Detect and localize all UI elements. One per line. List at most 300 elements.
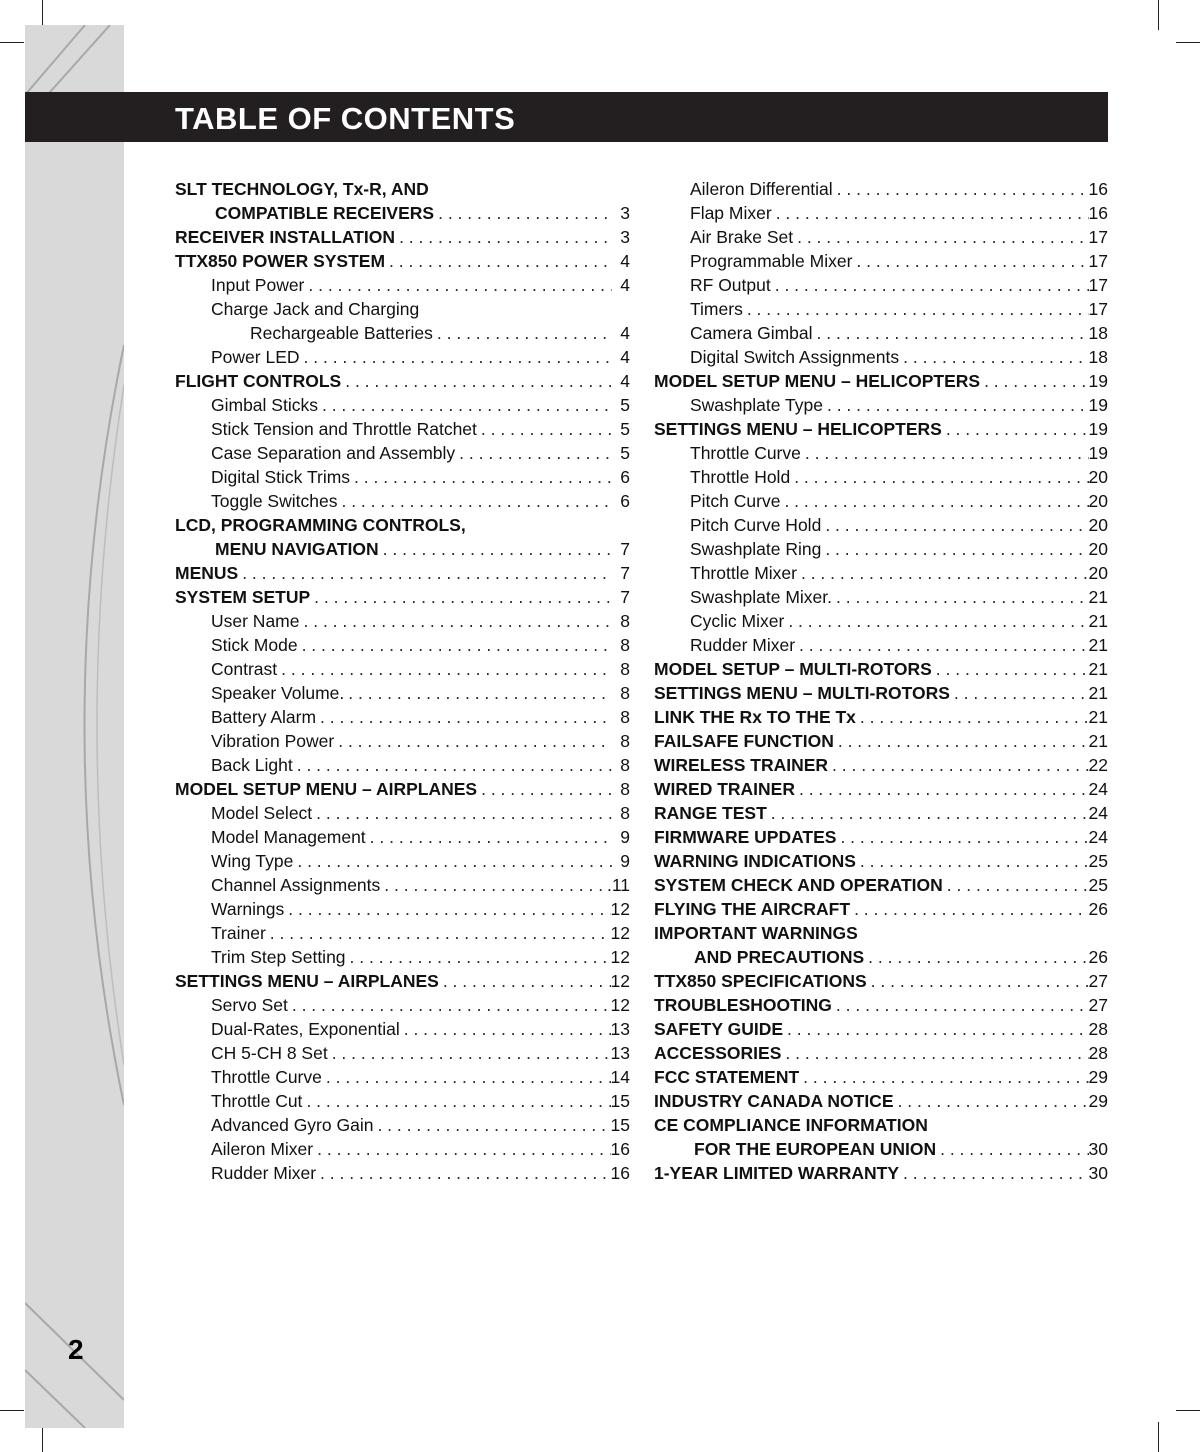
toc-leader-dots xyxy=(284,897,610,921)
sidebar-decoration xyxy=(25,25,124,1428)
crop-mark xyxy=(1176,42,1200,43)
toc-entry-page: 24 xyxy=(1088,827,1108,847)
toc-entry[interactable] xyxy=(654,609,1108,633)
toc-entry-page: 20 xyxy=(1088,539,1108,559)
toc-entry[interactable] xyxy=(175,993,630,1017)
toc-entry[interactable] xyxy=(175,369,630,393)
toc-entry[interactable] xyxy=(654,729,1108,753)
toc-entry[interactable] xyxy=(654,873,1108,897)
toc-entry-page: 29 xyxy=(1088,1091,1108,1111)
toc-entry-page: 17 xyxy=(1088,299,1108,319)
toc-leader-dots xyxy=(373,1113,610,1137)
toc-entry-page: 15 xyxy=(610,1115,630,1135)
toc-leader-dots xyxy=(867,969,1089,993)
toc-entry-title: Channel Assignments xyxy=(211,875,381,895)
toc-entry-page: 6 xyxy=(620,467,630,487)
toc-entry-title: SETTINGS MENU – AIRPLANES xyxy=(175,971,439,991)
toc-entry-page: 16 xyxy=(1088,179,1108,199)
toc-entry[interactable] xyxy=(175,921,630,945)
toc-entry-page: 21 xyxy=(1088,659,1108,679)
page-title: TABLE OF CONTENTS xyxy=(175,101,516,136)
toc-leader-dots xyxy=(856,705,1089,729)
toc-leader-dots xyxy=(795,777,1089,801)
toc-entry[interactable] xyxy=(175,537,630,561)
toc-entry-title: FIRMWARE UPDATES xyxy=(654,827,837,847)
toc-leader-dots xyxy=(337,489,612,513)
toc-leader-dots xyxy=(293,849,612,873)
toc-entry-title: Rudder Mixer xyxy=(690,635,796,655)
toc-entry-page: 18 xyxy=(1088,323,1108,343)
toc-entry-page: 28 xyxy=(1088,1019,1108,1039)
toc-entry-page: 26 xyxy=(1088,947,1108,967)
toc-entry-title: Advanced Gyro Gain xyxy=(211,1115,374,1135)
toc-entry[interactable] xyxy=(654,1137,1108,1161)
toc-entry-title: SYSTEM SETUP xyxy=(175,587,311,607)
toc-entry-title: IMPORTANT WARNINGS xyxy=(654,923,858,943)
toc-entry-title: Wing Type xyxy=(211,851,294,871)
toc-entry-title: WIRELESS TRAINER xyxy=(654,755,829,775)
toc-entry-page: 19 xyxy=(1088,443,1108,463)
toc-leader-dots xyxy=(823,393,1089,417)
toc-entry[interactable] xyxy=(654,441,1108,465)
toc-entry[interactable] xyxy=(654,273,1108,297)
toc-entry-title: SETTINGS MENU – HELICOPTERS xyxy=(654,419,942,439)
toc-entry-page: 30 xyxy=(1088,1139,1108,1159)
toc-entry[interactable] xyxy=(175,393,630,417)
toc-entry[interactable] xyxy=(175,945,630,969)
toc-leader-dots xyxy=(899,1161,1089,1185)
toc-leader-dots xyxy=(380,873,607,897)
toc-entry[interactable] xyxy=(175,729,630,753)
toc-entry[interactable] xyxy=(654,1017,1108,1041)
toc-leader-dots xyxy=(385,249,612,273)
toc-leader-dots xyxy=(856,849,1089,873)
toc-entry-title: RANGE TEST xyxy=(654,803,767,823)
toc-entry[interactable] xyxy=(654,585,1108,609)
crop-mark xyxy=(0,1410,24,1411)
toc-entry-page: 13 xyxy=(610,1043,630,1063)
toc-entry[interactable] xyxy=(654,897,1108,921)
toc-entry-page: 5 xyxy=(620,395,630,415)
toc-entry-title: FOR THE EUROPEAN UNION xyxy=(694,1139,937,1159)
toc-entry-page: 17 xyxy=(1088,275,1108,295)
toc-entry[interactable] xyxy=(654,321,1108,345)
toc-entry[interactable] xyxy=(175,969,630,993)
toc-entry-title: Aileron Mixer xyxy=(211,1139,314,1159)
toc-entry-title: SETTINGS MENU – MULTI-ROTORS xyxy=(654,683,950,703)
toc-entry[interactable] xyxy=(654,825,1108,849)
toc-entry-page: 8 xyxy=(620,803,630,823)
toc-leader-dots xyxy=(439,969,611,993)
toc-entry[interactable] xyxy=(654,849,1108,873)
toc-entry-title: FCC STATEMENT xyxy=(654,1067,800,1087)
toc-entry-page: 15 xyxy=(610,1091,630,1111)
toc-leader-dots xyxy=(400,1017,611,1041)
toc-entry-page: 7 xyxy=(620,587,630,607)
toc-entry[interactable] xyxy=(175,225,630,249)
toc-entry[interactable] xyxy=(654,561,1108,585)
toc-entry-title: FLIGHT CONTROLS xyxy=(175,371,342,391)
toc-entry-page: 21 xyxy=(1088,731,1108,751)
toc-entry-page: 4 xyxy=(620,275,630,295)
toc-entry[interactable] xyxy=(175,1065,630,1089)
toc-entry[interactable] xyxy=(175,1089,630,1113)
toc-entry-page: 12 xyxy=(610,899,630,919)
toc-entry[interactable] xyxy=(175,897,630,921)
toc-leader-dots xyxy=(899,345,1088,369)
toc-entry[interactable] xyxy=(654,417,1108,441)
toc-entry[interactable] xyxy=(175,849,630,873)
toc-entry-page: 7 xyxy=(620,539,630,559)
toc-entry-title: Digital Stick Trims xyxy=(211,467,351,487)
toc-leader-dots xyxy=(334,729,612,753)
toc-leader-dots xyxy=(767,801,1089,825)
toc-entry-title: MENUS xyxy=(175,563,239,583)
toc-entry-page: 3 xyxy=(620,203,630,223)
toc-entry-title: AND PRECAUTIONS xyxy=(694,947,865,967)
toc-entry[interactable] xyxy=(175,465,630,489)
toc-leader-dots xyxy=(310,585,612,609)
toc-leader-dots xyxy=(833,177,1089,201)
toc-entry[interactable] xyxy=(654,489,1108,513)
toc-right-column xyxy=(654,177,1108,1185)
toc-entry-title: LINK THE Rx TO THE Tx xyxy=(654,707,856,727)
toc-entry[interactable] xyxy=(654,681,1108,705)
toc-leader-dots xyxy=(277,657,612,681)
toc-entry[interactable] xyxy=(175,657,630,681)
toc-entry-title: CE COMPLIANCE INFORMATION xyxy=(654,1115,928,1135)
toc-leader-dots xyxy=(344,681,612,705)
toc-leader-dots xyxy=(366,825,612,849)
toc-leader-dots xyxy=(936,1137,1088,1161)
toc-entry[interactable] xyxy=(654,1041,1108,1065)
toc-entry-title: MODEL SETUP MENU – HELICOPTERS xyxy=(654,371,981,391)
toc-leader-dots xyxy=(304,273,612,297)
toc-entry-title: Rechargeable Batteries xyxy=(250,323,433,343)
toc-entry-title: SYSTEM CHECK AND OPERATION xyxy=(654,875,943,895)
toc-entry-title: FLYING THE AIRCRAFT xyxy=(654,899,851,919)
toc-entry-title: Speaker Volume. xyxy=(211,683,345,703)
toc-leader-dots xyxy=(238,561,612,585)
toc-entry-title: Camera Gimbal xyxy=(690,323,813,343)
toc-entry[interactable] xyxy=(654,969,1108,993)
toc-entry-title: Throttle Mixer xyxy=(690,563,797,583)
toc-entry-title: Pitch Curve Hold xyxy=(690,515,822,535)
toc-entry-title: 1-YEAR LIMITED WARRANTY xyxy=(654,1163,899,1183)
toc-leader-dots xyxy=(943,873,1089,897)
toc-leader-dots xyxy=(942,417,1089,441)
toc-entry[interactable] xyxy=(654,801,1108,825)
toc-entry-title: COMPATIBLE RECEIVERS xyxy=(215,203,435,223)
toc-entry[interactable] xyxy=(654,513,1108,537)
toc-entry-title: TTX850 SPECIFICATIONS xyxy=(654,971,867,991)
toc-entry-page: 26 xyxy=(1088,899,1108,919)
toc-entry-page: 25 xyxy=(1088,851,1108,871)
toc-entry[interactable] xyxy=(654,1113,1108,1137)
toc-entry-title: MODEL SETUP – MULTI-ROTORS xyxy=(654,659,932,679)
toc-entry-page: 8 xyxy=(620,683,630,703)
toc-entry[interactable] xyxy=(175,273,630,297)
toc-entry-page: 5 xyxy=(620,419,630,439)
toc-leader-dots xyxy=(477,777,612,801)
toc-entry-page: .11 xyxy=(606,875,630,895)
toc-entry-page: 17 xyxy=(1088,251,1108,271)
toc-entry-page: 17 xyxy=(1088,227,1108,247)
toc-leader-dots xyxy=(932,657,1089,681)
toc-entry[interactable] xyxy=(175,417,630,441)
toc-entry-title: RF Output xyxy=(690,275,771,295)
toc-entry-title: Warnings xyxy=(211,899,285,919)
toc-entry-title: Power LED xyxy=(211,347,300,367)
toc-entry-title: Pitch Curve xyxy=(690,491,781,511)
toc-entry-page: 8 xyxy=(620,635,630,655)
toc-leader-dots xyxy=(300,609,613,633)
toc-entry[interactable] xyxy=(654,225,1108,249)
toc-leader-dots xyxy=(864,945,1088,969)
toc-entry[interactable] xyxy=(654,993,1108,1017)
toc-entry-page: 28 xyxy=(1088,1043,1108,1063)
crop-mark xyxy=(1158,0,1159,30)
toc-entry-page: 21 xyxy=(1088,635,1108,655)
toc-entry-title: User Name xyxy=(211,611,300,631)
toc-entry-page: 8 xyxy=(620,731,630,751)
toc-entry-page: 4 xyxy=(620,251,630,271)
toc-entry-title: Swashplate Type xyxy=(690,395,823,415)
toc-entry-title: LCD, PROGRAMMING CONTROLS, xyxy=(175,515,466,535)
toc-entry[interactable] xyxy=(175,1017,630,1041)
toc-leader-dots xyxy=(784,609,1088,633)
toc-entry[interactable] xyxy=(654,465,1108,489)
toc-entry[interactable] xyxy=(654,369,1108,393)
toc-entry-page: 21 xyxy=(1088,587,1108,607)
toc-entry[interactable] xyxy=(654,297,1108,321)
toc-entry-title: Servo Set xyxy=(211,995,288,1015)
toc-entry-page: 12 xyxy=(610,923,630,943)
toc-entry-page: 12 xyxy=(610,971,630,991)
toc-entry-page: 25 xyxy=(1088,875,1108,895)
toc-leader-dots xyxy=(395,225,612,249)
toc-entry[interactable] xyxy=(654,201,1108,225)
toc-entry-page: 13 xyxy=(610,1019,630,1039)
toc-leader-dots xyxy=(293,753,612,777)
toc-leader-dots xyxy=(318,393,612,417)
toc-entry-page: 20 xyxy=(1088,515,1108,535)
toc-entry[interactable] xyxy=(175,609,630,633)
toc-entry[interactable] xyxy=(175,297,630,321)
toc-entry[interactable] xyxy=(654,657,1108,681)
toc-leader-dots xyxy=(743,297,1089,321)
toc-leader-dots xyxy=(894,1089,1089,1113)
toc-entry[interactable] xyxy=(175,777,630,801)
toc-entry[interactable] xyxy=(175,753,630,777)
toc-leader-dots xyxy=(300,345,612,369)
toc-entry-title: Toggle Switches xyxy=(211,491,338,511)
toc-entry[interactable] xyxy=(654,249,1108,273)
toc-entry-title: ACCESSORIES xyxy=(654,1043,782,1063)
toc-left-column xyxy=(175,177,630,1185)
toc-entry[interactable] xyxy=(175,321,630,345)
toc-entry-title: Programmable Mixer xyxy=(690,251,853,271)
toc-entry-page: 18 xyxy=(1088,347,1108,367)
toc-entry[interactable] xyxy=(654,1089,1108,1113)
toc-entry-title: Model Select xyxy=(211,803,313,823)
toc-entry[interactable] xyxy=(654,393,1108,417)
toc-entry-title: Air Brake Set xyxy=(690,227,794,247)
toc-entry[interactable] xyxy=(654,945,1108,969)
toc-entry[interactable] xyxy=(175,1113,630,1137)
toc-entry-title: Model Management xyxy=(211,827,366,847)
toc-entry-title: Battery Alarm xyxy=(211,707,317,727)
toc-entry-page: 27 xyxy=(1088,995,1108,1015)
toc-entry[interactable] xyxy=(175,177,630,201)
toc-entry-page: 8 xyxy=(620,707,630,727)
toc-entry[interactable] xyxy=(654,177,1108,201)
toc-entry[interactable] xyxy=(175,1161,630,1185)
toc-leader-dots xyxy=(950,681,1089,705)
toc-entry-title: Dual-Rates, Exponential xyxy=(211,1019,400,1039)
toc-entry-page: 20 xyxy=(1088,563,1108,583)
toc-entry-page: 24 xyxy=(1088,803,1108,823)
toc-entry[interactable] xyxy=(654,921,1108,945)
toc-entry-title: Rudder Mixer xyxy=(211,1163,317,1183)
toc-entry-title: Throttle Curve xyxy=(690,443,801,463)
toc-entry-title: Trainer xyxy=(211,923,266,943)
toc-entry-title: Stick Tension and Throttle Ratchet xyxy=(211,419,477,439)
toc-entry[interactable] xyxy=(175,249,630,273)
toc-entry[interactable] xyxy=(175,489,630,513)
toc-entry-title: SAFETY GUIDE xyxy=(654,1019,784,1039)
toc-entry-page: 9 xyxy=(620,827,630,847)
toc-leader-dots xyxy=(298,633,612,657)
toc-entry-title: SLT TECHNOLOGY, Tx-R, AND xyxy=(175,179,429,199)
toc-entry[interactable] xyxy=(654,753,1108,777)
toc-leader-dots xyxy=(266,921,611,945)
toc-entry[interactable] xyxy=(654,1161,1108,1185)
toc-leader-dots xyxy=(828,753,1088,777)
toc-entry[interactable] xyxy=(175,561,630,585)
toc-leader-dots xyxy=(379,537,612,561)
toc-entry-title: Swashplate Mixer. xyxy=(690,587,833,607)
toc-leader-dots xyxy=(799,1065,1088,1089)
toc-leader-dots xyxy=(433,321,612,345)
toc-entry-page: 16 xyxy=(610,1139,630,1159)
toc-entry[interactable] xyxy=(175,513,630,537)
toc-leader-dots xyxy=(821,537,1088,561)
toc-entry-page: 19 xyxy=(1088,371,1108,391)
crop-mark xyxy=(0,42,24,43)
toc-leader-dots xyxy=(832,585,1089,609)
toc-leader-dots xyxy=(772,201,1089,225)
toc-leader-dots xyxy=(434,201,612,225)
toc-entry-page: 6 xyxy=(620,491,630,511)
toc-entry-title: Back Light xyxy=(211,755,293,775)
toc-entry-page: 19 xyxy=(1088,419,1108,439)
toc-entry-title: Vibration Power xyxy=(211,731,335,751)
toc-entry-page: 22 xyxy=(1088,755,1108,775)
toc-leader-dots xyxy=(801,441,1089,465)
toc-entry-page: 4 xyxy=(620,371,630,391)
toc-entry[interactable] xyxy=(175,1137,630,1161)
toc-entry[interactable] xyxy=(175,633,630,657)
toc-leader-dots xyxy=(312,801,612,825)
toc-leader-dots xyxy=(980,369,1088,393)
toc-entry-title: Timers xyxy=(690,299,743,319)
toc-entry-title: Cyclic Mixer xyxy=(690,611,785,631)
toc-entry[interactable] xyxy=(654,537,1108,561)
toc-entry[interactable] xyxy=(654,345,1108,369)
toc-entry-title: FAILSAFE FUNCTION xyxy=(654,731,834,751)
toc-entry[interactable] xyxy=(175,441,630,465)
toc-entry-title: MODEL SETUP MENU – AIRPLANES xyxy=(175,779,478,799)
toc-entry-title: Trim Step Setting xyxy=(211,947,346,967)
toc-entry[interactable] xyxy=(175,825,630,849)
toc-leader-dots xyxy=(288,993,611,1017)
toc-entry-title: TTX850 POWER SYSTEM xyxy=(175,251,386,271)
toc-entry-title: Stick Mode xyxy=(211,635,298,655)
toc-entry-title: CH 5-CH 8 Set xyxy=(211,1043,328,1063)
toc-entry-page: 27 xyxy=(1088,971,1108,991)
toc-leader-dots xyxy=(797,561,1089,585)
toc-leader-dots xyxy=(783,1017,1089,1041)
toc-entry-title: Throttle Curve xyxy=(211,1067,322,1087)
toc-leader-dots xyxy=(832,993,1089,1017)
toc-entry-page: 29 xyxy=(1088,1067,1108,1087)
toc-leader-dots xyxy=(316,1161,610,1185)
toc-entry-page: 12 xyxy=(610,995,630,1015)
toc-entry-page: 30 xyxy=(1088,1163,1108,1183)
toc-entry-page: 12 xyxy=(610,947,630,967)
toc-entry-page: 21 xyxy=(1088,707,1108,727)
toc-entry-title: MENU NAVIGATION xyxy=(215,539,379,559)
toc-leader-dots xyxy=(852,249,1088,273)
toc-entry[interactable] xyxy=(175,201,630,225)
toc-entry[interactable] xyxy=(654,1065,1108,1089)
toc-entry-page: 8 xyxy=(620,779,630,799)
toc-leader-dots xyxy=(341,369,612,393)
toc-leader-dots xyxy=(316,705,612,729)
swoosh-graphic xyxy=(25,25,124,1428)
toc-leader-dots xyxy=(795,633,1088,657)
toc-entry[interactable] xyxy=(175,705,630,729)
toc-entry-title: Charge Jack and Charging xyxy=(211,299,420,319)
toc-entry-page: 24 xyxy=(1088,779,1108,799)
toc-leader-dots xyxy=(834,729,1089,753)
toc-entry-page: 20 xyxy=(1088,467,1108,487)
toc-leader-dots xyxy=(781,1041,1088,1065)
crop-mark xyxy=(1158,1422,1159,1452)
toc-entry-title: Contrast xyxy=(211,659,278,679)
toc-entry[interactable] xyxy=(654,633,1108,657)
toc-entry[interactable] xyxy=(175,681,630,705)
toc-entry-page: 8 xyxy=(620,611,630,631)
toc-entry[interactable] xyxy=(175,801,630,825)
toc-entry[interactable] xyxy=(175,345,630,369)
toc-entry-title: Swashplate Ring xyxy=(690,539,822,559)
toc-entry-page: 19 xyxy=(1088,395,1108,415)
toc-entry-page: 3 xyxy=(620,227,630,247)
toc-entry-page: 16 xyxy=(1088,203,1108,223)
toc-entry-page: 16 xyxy=(610,1163,630,1183)
toc-entry-title: Input Power xyxy=(211,275,305,295)
toc-entry[interactable] xyxy=(654,705,1108,729)
toc-entry-title: Flap Mixer xyxy=(690,203,772,223)
toc-entry-title: Case Separation and Assembly xyxy=(211,443,456,463)
toc-entry[interactable] xyxy=(175,873,630,897)
toc-entry[interactable] xyxy=(654,777,1108,801)
toc-entry[interactable] xyxy=(175,1041,630,1065)
toc-entry[interactable] xyxy=(175,585,630,609)
toc-entry-title: Throttle Hold xyxy=(690,467,791,487)
